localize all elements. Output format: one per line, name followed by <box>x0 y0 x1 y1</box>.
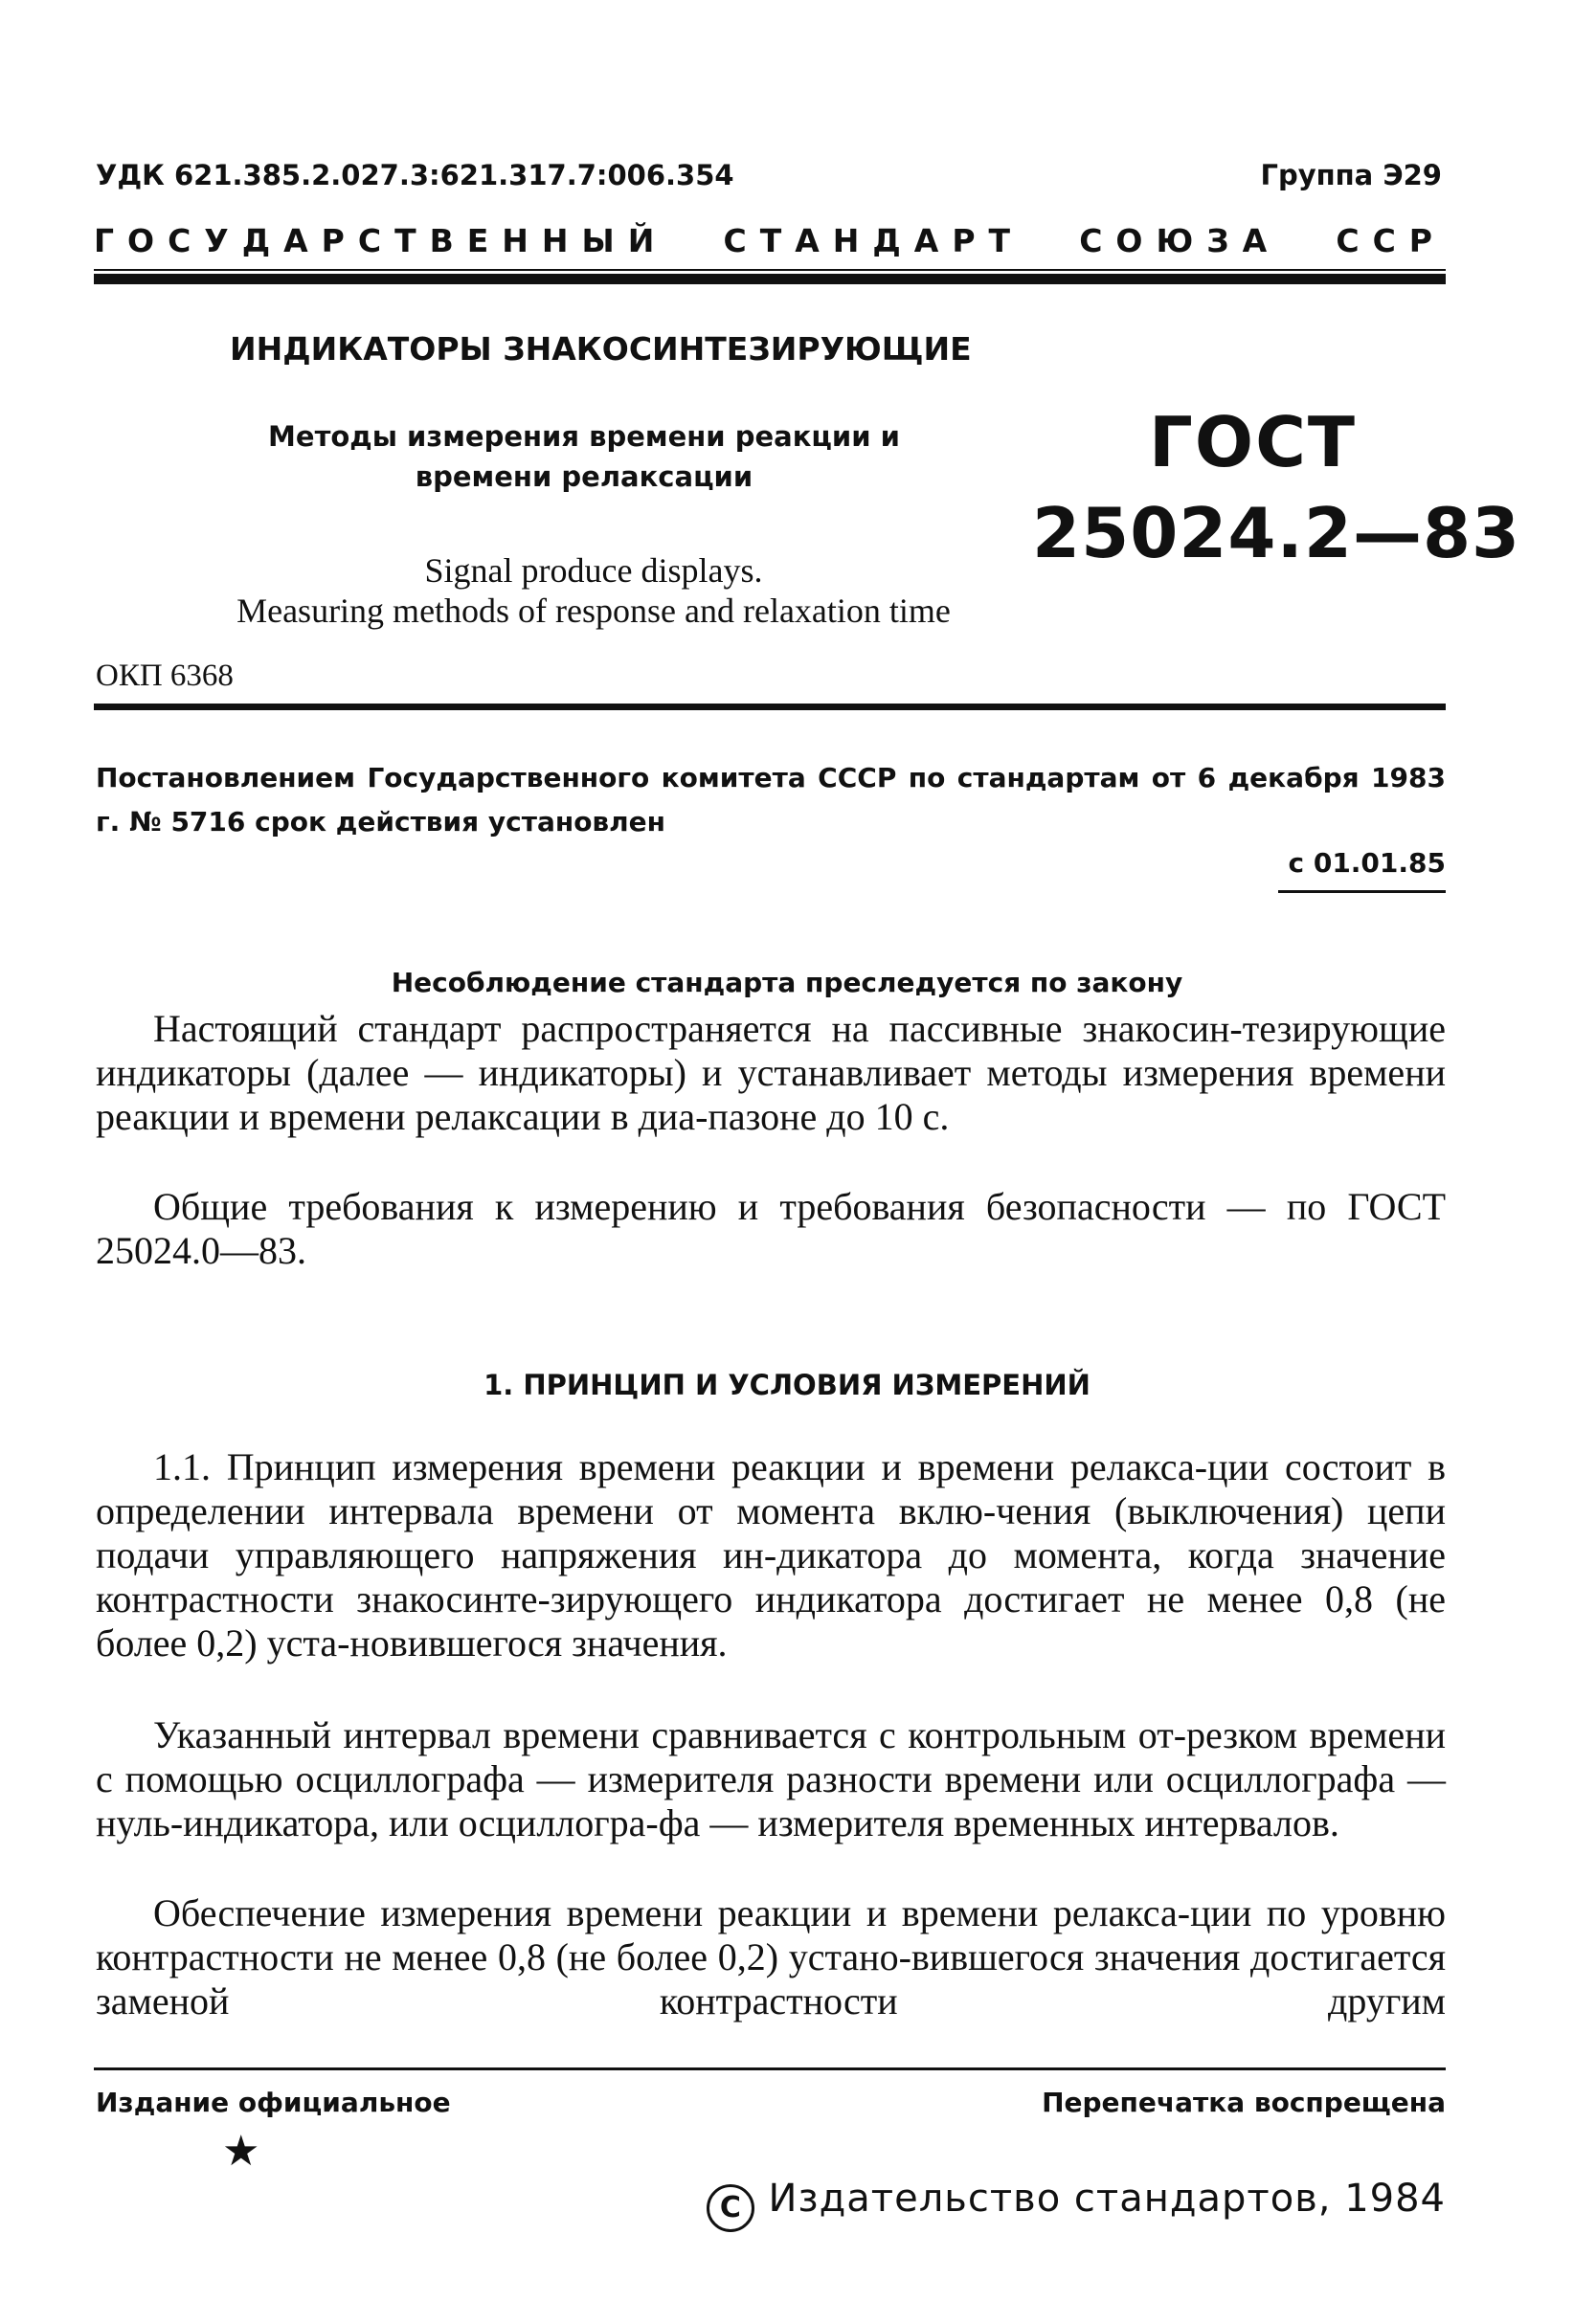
effective-date: с 01.01.85 <box>1288 847 1446 879</box>
publisher-name: Издательство стандартов, 1984 <box>768 2177 1446 2221</box>
legal-warning: Несоблюдение стандарта преследуется по закону <box>391 967 1183 998</box>
section-paragraph-2: Указанный интервал времени сравнивается с контрольным от-резком времени с помощью осциллографа — измерителя разности времени или осциллографа — нуль-индикатора, или осциллогра-фа — измерителя временных интервалов. <box>96 1713 1446 1844</box>
state-standard-banner: ГОСУДАРСТВЕННЫЙ СТАНДАРТ СОЮЗА ССР <box>94 222 1446 259</box>
document-title: ИНДИКАТОРЫ ЗНАКОСИНТЕЗИРУЮЩИЕ <box>230 330 972 368</box>
intro-paragraph-2: Общие требования к измерению и требования безопасности — по ГОСТ 25024.0—83. <box>96 1185 1446 1272</box>
decree-text: Постановлением Государственного комитета СССР по стандартам от 6 декабря 1983 г. № 5716 срок действия установлен <box>96 762 1446 838</box>
header-divider-thick <box>94 274 1446 284</box>
okp-code: ОКП 6368 <box>96 659 234 693</box>
gost-label: ГОСТ <box>1149 402 1358 482</box>
intro-paragraph-1: Настоящий стандарт распространяется на пассивные знакосин-тезирующие индикаторы (далее — индикаторы) и устанавливает методы измерения времени реакции и времени релаксации в диа-пазоне до 10 с. <box>96 1007 1446 1138</box>
section-paragraph-3: Обеспечение измерения времени реакции и времени релакса-ции по уровню контрастности не менее 0,8 (не более 0,2) устано-вившегося значения достигается заменой контрастности другим <box>96 1891 1446 2022</box>
udk-code: УДК 621.385.2.027.3:621.317.7:006.354 <box>96 159 734 191</box>
footer-divider <box>94 2067 1446 2070</box>
star-icon: ★ <box>222 2127 260 2176</box>
title-divider <box>94 704 1446 710</box>
gost-number: 25024.2—83 <box>1032 493 1521 573</box>
effective-date-underline <box>1278 890 1446 893</box>
copyright-icon: C <box>707 2184 754 2232</box>
english-title-line1: Signal produce displays. <box>424 551 763 590</box>
header-divider-thin <box>94 269 1446 271</box>
document-subtitle: Методы измерения времени реакции и времени релаксации <box>268 420 900 493</box>
publisher-copyright <box>707 2177 1446 2232</box>
section-paragraph-1: 1.1. Принцип измерения времени реакции и времени релакса-ции состоит в определении интервала времени от момента вклю-чения (выключения) цепи подачи управляющего напряжения ин-дикатора до момента, когда значение контрастности знакосинте-зирующего индикатора достигает не менее 0,8 (не более 0,2) уста-новившегося значения. <box>96 1445 1446 1665</box>
reprint-notice: Перепечатка воспрещена <box>1042 2087 1446 2118</box>
edition-label: Издание официальное <box>96 2087 451 2118</box>
section-heading: 1. ПРИНЦИП И УСЛОВИЯ ИЗМЕРЕНИЙ <box>483 1369 1091 1401</box>
english-title-line2: Measuring methods of response and relaxation time <box>236 592 951 630</box>
group-code: Группа Э29 <box>1260 159 1442 191</box>
english-title <box>144 550 1044 631</box>
